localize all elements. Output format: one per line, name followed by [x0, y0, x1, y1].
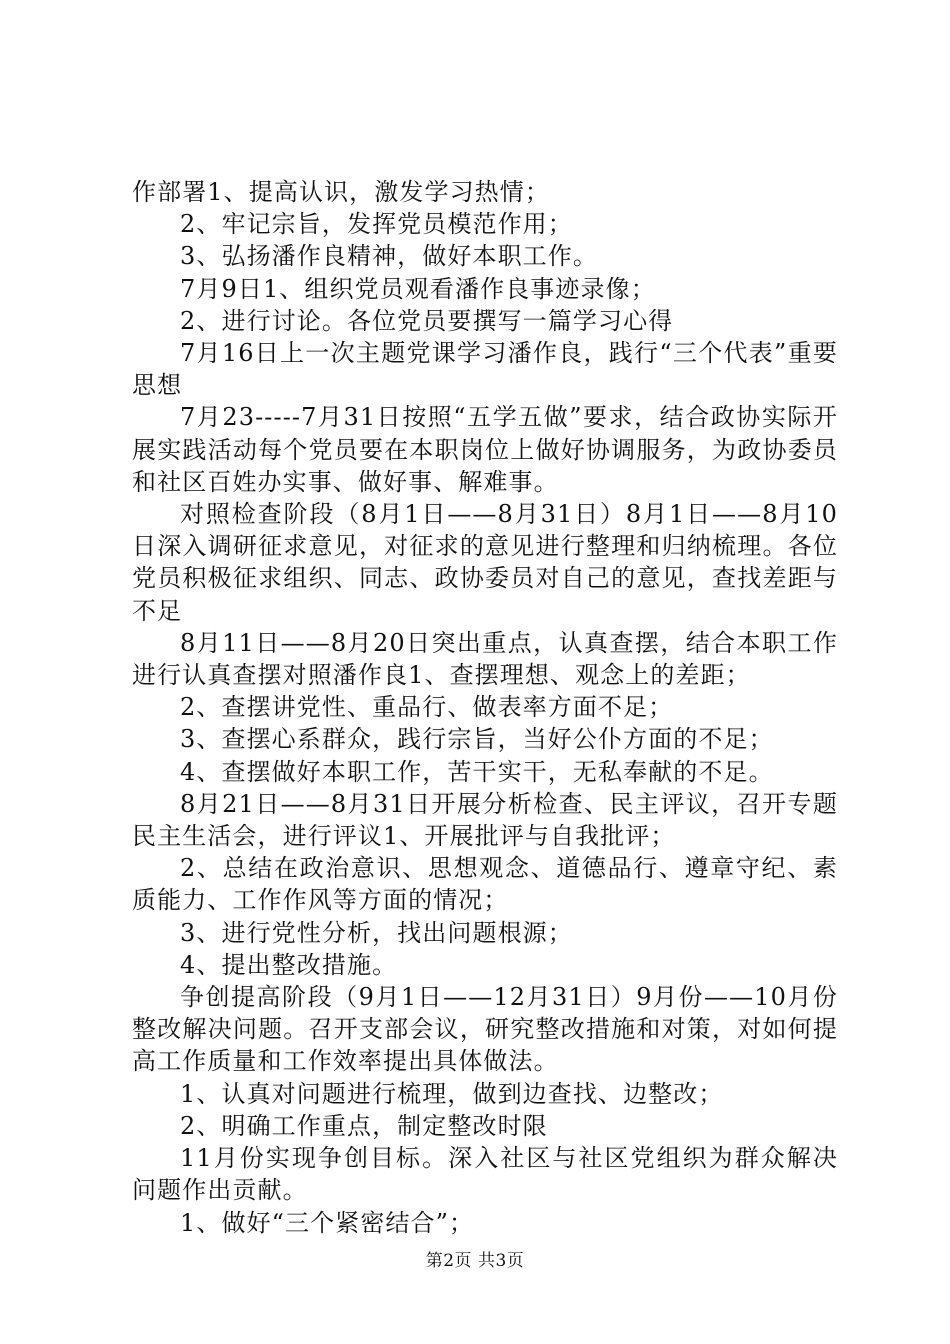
- paragraph: 2、进行讨论。各位党员要撰写一篇学习心得: [180, 306, 674, 335]
- paragraph: 7月16日上一次主题党课学习潘作良，践行“三个代表”重要思想: [132, 339, 838, 400]
- page-footer: 第2页 共3页: [425, 1251, 525, 1271]
- paragraph: 1、做好“三个紧密结合”；: [180, 1208, 475, 1237]
- paragraph: 3、进行党性分析，找出问题根源；: [180, 918, 573, 947]
- paragraph: 作部署1、提高认识，激发学习热情；: [132, 178, 550, 206]
- paragraph: 2、总结在政治意识、思想观念、道德品行、遵章守纪、素质能力、工作作风等方面的情况；: [132, 854, 838, 915]
- paragraph: 7月9日1、组织党员观看潘作良事迹录像；: [180, 274, 656, 303]
- paragraph: 4、查摆做好本职工作，苦干实干，无私奉献的不足。: [180, 757, 774, 786]
- paragraph: 7月23-----7月31日按照“五学五做”要求，结合政协实际开展实践活动每个党员要在本职岗位上做好协调服务，为政协委员和社区百姓办实事、做好事、解难事。: [132, 403, 838, 496]
- paragraph: 2、牢记宗旨，发挥党员模范作用；: [180, 210, 573, 239]
- paragraph: 2、明确工作重点，制定整改时限: [180, 1111, 548, 1140]
- paragraph: 3、弘扬潘作良精神，做好本职工作。: [180, 242, 598, 271]
- paragraph: 3、查摆心系群众，践行宗旨，当好公仆方面的不足；: [180, 725, 774, 754]
- paragraph: 8月21日——8月31日开展分析检查、民主评议，召开专题民主生活会，进行评议1、开展批评与自我批评；: [132, 789, 838, 851]
- paragraph: 8月11日——8月20日突出重点，认真查摆，结合本职工作进行认真查摆对照潘作良1、查摆理想、观念上的差距；: [132, 628, 838, 690]
- paragraph: 11月份实现争创目标。深入社区与社区党组织为群众解决问题作出贡献。: [132, 1144, 838, 1205]
- paragraph: 4、提出整改措施。: [180, 950, 398, 979]
- paragraph: 2、查摆讲党性、重品行、做表率方面不足；: [180, 693, 674, 722]
- document-body: [132, 176, 838, 1239]
- paragraph: 1、认真对问题进行梳理，做到边查找、边整改；: [180, 1079, 724, 1108]
- paragraph: 争创提高阶段（9月1日——12月31日）9月份——10月份整改解决问题。召开支部会议，研究整改措施和对策，对如何提高工作质量和工作效率提出具体做法。: [132, 983, 838, 1076]
- paragraph: 对照检查阶段（8月1日——8月31日）8月1日——8月10日深入调研征求意见，对征求的意见进行整理和归纳梳理。各位党员积极征求组织、同志、政协委员对自己的意见，查找差距与不足: [132, 500, 838, 625]
